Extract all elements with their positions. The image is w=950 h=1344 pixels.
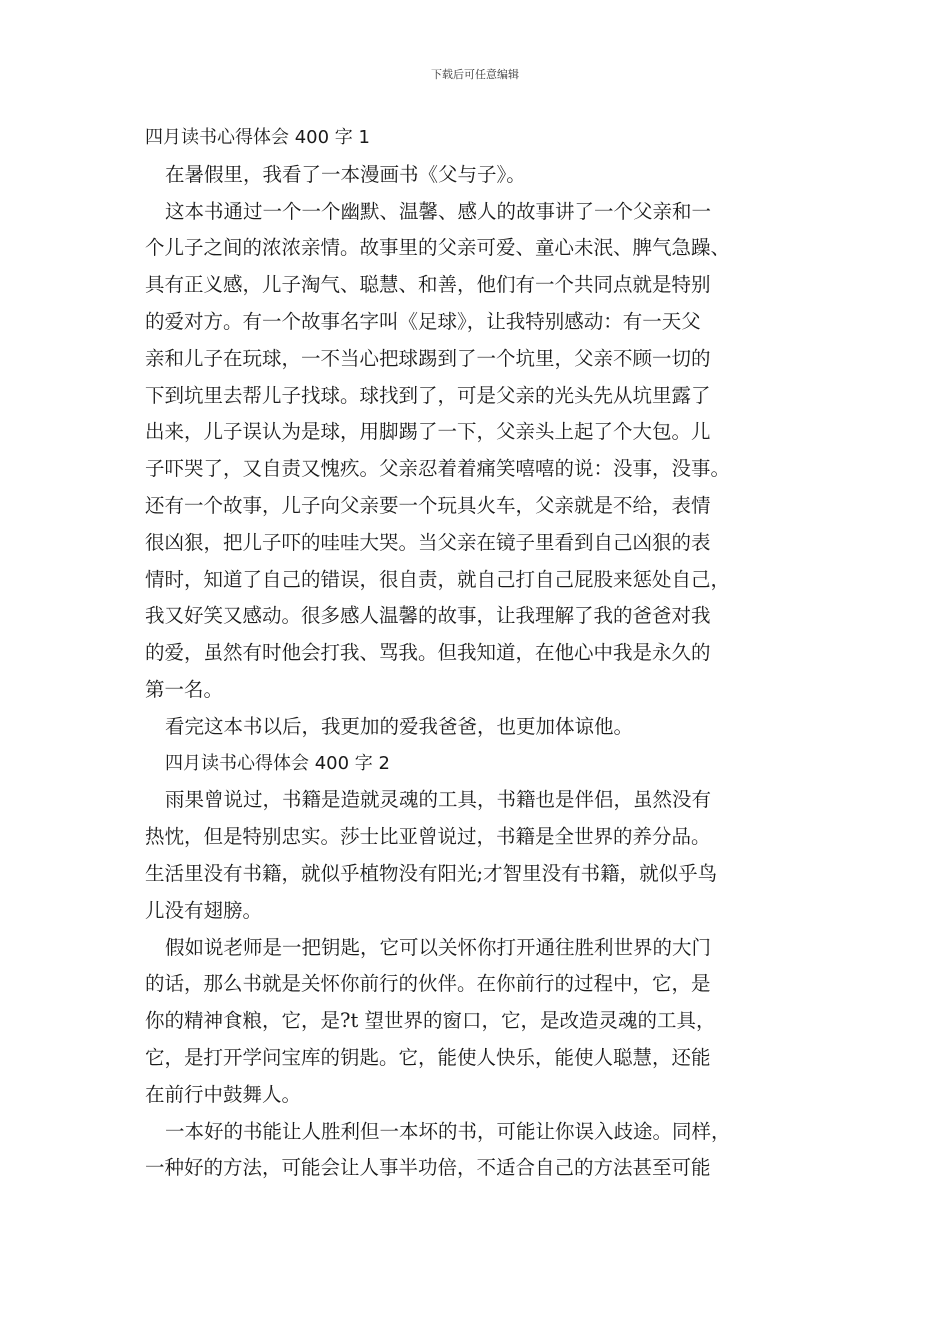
text-line: 热忱，但是特别忠实。莎士比亚曾说过，书籍是全世界的养分品。 bbox=[145, 825, 711, 849]
text-line: 它，是打开学问宝库的钥匙。它，能使人快乐，能使人聪慧，还能 bbox=[145, 1045, 711, 1069]
section-heading: 四月读书心得体会 400 字 2 bbox=[165, 752, 390, 774]
text-line: 儿没有翅膀。 bbox=[145, 898, 263, 922]
text-line: 的话，那么书就是关怀你前行的伙伴。在你前行的过程中，它，是 bbox=[145, 972, 711, 996]
text-line: 还有一个故事，儿子向父亲要一个玩具火车，父亲就是不给，表情 bbox=[145, 493, 711, 517]
text-line: 的爱对方。有一个故事名字叫《足球》，让我特别感动：有一天父 bbox=[145, 309, 701, 333]
text-line: 出来，儿子误认为是球，用脚踢了一下，父亲头上起了个大包。儿 bbox=[145, 420, 711, 444]
text-line: 一本好的书能让人胜利但一本坏的书，可能让你误入歧途。同样， bbox=[165, 1119, 731, 1143]
text-line: 下到坑里去帮儿子找球。球找到了，可是父亲的光头先从坑里露了 bbox=[145, 383, 711, 407]
text-line: 具有正义感，儿子淘气、聪慧、和善，他们有一个共同点就是特别 bbox=[145, 273, 711, 297]
page-header: 下载后可任意编辑 bbox=[431, 68, 519, 81]
text-line: 雨果曾说过，书籍是造就灵魂的工具，书籍也是伴侣，虽然没有 bbox=[165, 788, 712, 812]
text-line: 子吓哭了，又自责又愧疚。父亲忍着着痛笑嘻嘻的说：没事，没事。 bbox=[145, 457, 731, 481]
text-line: 个儿子之间的浓浓亲情。故事里的父亲可爱、童心未泯、脾气急躁、 bbox=[145, 236, 731, 260]
text-line: 看完这本书以后，我更加的爱我爸爸，也更加体谅他。 bbox=[165, 714, 634, 738]
text-line: 的爱，虽然有时他会打我、骂我。但我知道，在他心中我是永久的 bbox=[145, 641, 711, 665]
text-line: 情时，知道了自己的错误，很自责，就自己打自己屁股来惩处自己， bbox=[145, 567, 731, 591]
text-line: 很凶狠，把儿子吓的哇哇大哭。当父亲在镜子里看到自己凶狠的表 bbox=[145, 530, 711, 554]
text-line: 在前行中鼓舞人。 bbox=[145, 1082, 302, 1106]
text-line: 亲和儿子在玩球，一不当心把球踢到了一个坑里，父亲不顾一切的 bbox=[145, 346, 711, 370]
text-line: 在暑假里，我看了一本漫画书《父与子》。 bbox=[165, 162, 526, 186]
document-body bbox=[145, 120, 810, 1187]
text-line: 这本书通过一个一个幽默、温馨、感人的故事讲了一个父亲和一 bbox=[165, 199, 712, 223]
text-line: 一种好的方法，可能会让人事半功倍，不适合自己的方法甚至可能 bbox=[145, 1156, 711, 1180]
text-line: 生活里没有书籍，就似乎植物没有阳光;才智里没有书籍，就似乎鸟 bbox=[145, 861, 718, 885]
text-line: 假如说老师是一把钥匙，它可以关怀你打开通往胜利世界的大门 bbox=[165, 935, 712, 959]
text-line: 我又好笑又感动。很多感人温馨的故事，让我理解了我的爸爸对我 bbox=[145, 604, 711, 628]
text-line: 第一名。 bbox=[145, 677, 224, 701]
text-line: 你的精神食粮，它，是?t 望世界的窗口，它，是改造灵魂的工具， bbox=[145, 1009, 716, 1033]
section-heading: 四月读书心得体会 400 字 1 bbox=[145, 127, 370, 148]
